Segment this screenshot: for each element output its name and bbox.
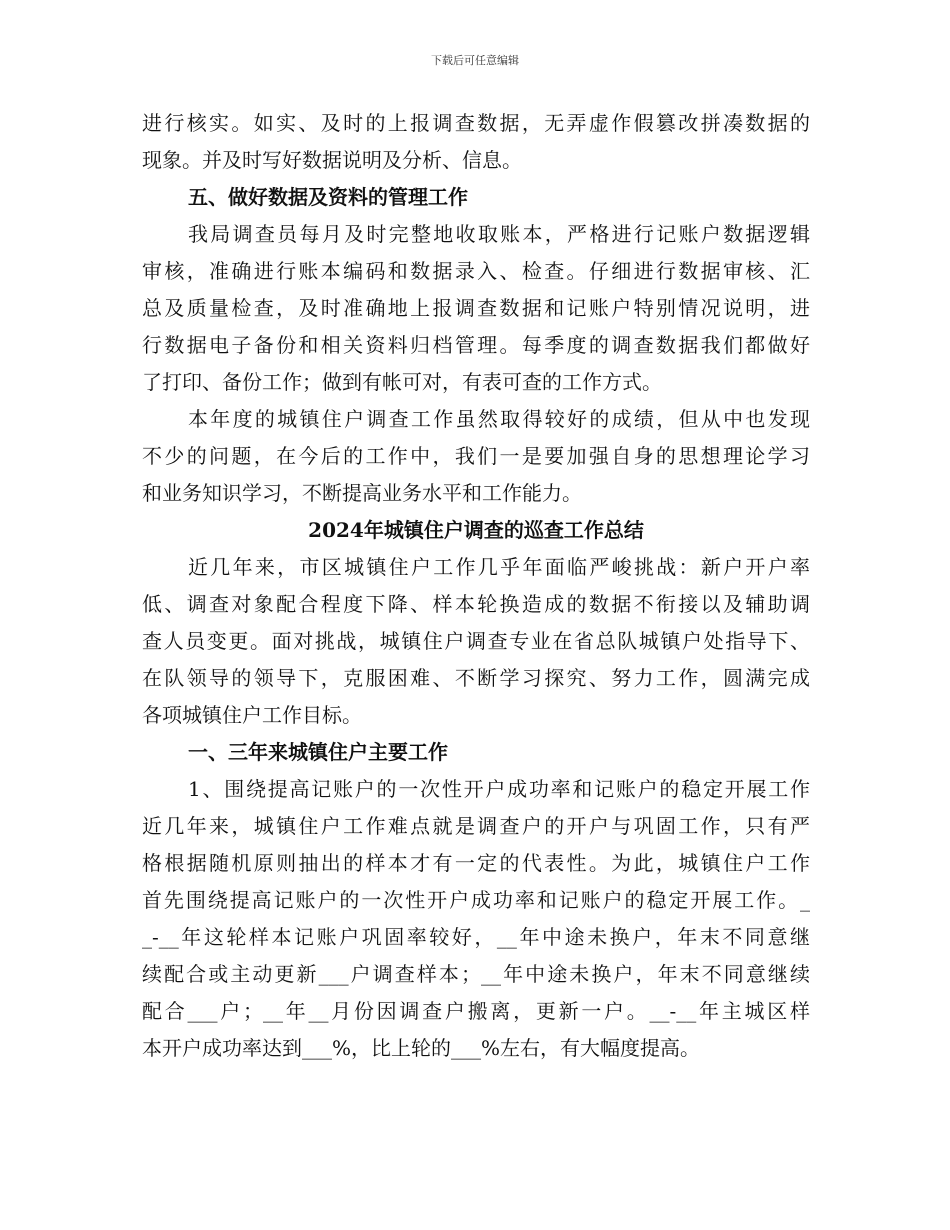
paragraph-line: 我局调查员每月及时完整地收取账本，严格进行记账户数据逻辑 <box>188 222 810 246</box>
paragraph-line: 近几年来，城镇住户工作难点就是调查户的开户与巩固工作，只有严 <box>142 814 810 838</box>
paragraph-line: 续配合或主动更新___户调查样本；__年中途未换户，年末不同意继续 <box>142 962 810 986</box>
paragraph-line: 不少的问题，在今后的工作中，我们一是要加强自身的思想理论学习 <box>142 444 810 468</box>
paragraph-line: 近几年来，市区城镇住户工作几乎年面临严峻挑战：新户开户率 <box>188 555 810 579</box>
paragraph-line: 审核，准确进行账本编码和数据录入、检查。仔细进行数据审核、汇 <box>142 259 810 283</box>
paragraph-line: 格根据随机原则抽出的样本才有一定的代表性。为此，城镇住户工作 <box>142 851 810 875</box>
paragraph-line: 1、围绕提高记账户的一次性开户成功率和记账户的稳定开展工作 <box>188 777 810 801</box>
paragraph-line: 各项城镇住户工作目标。 <box>142 703 362 727</box>
paragraph-line: 进行核实。如实、及时的上报调查数据，无弄虚作假篡改拼凑数据的 <box>142 111 810 135</box>
section-heading: 一、三年来城镇住户主要工作 <box>188 740 448 764</box>
paragraph-line: 总及质量检查，及时准确地上报调查数据和记账户特别情况说明，进 <box>142 296 810 320</box>
paragraph-line: 低、调查对象配合程度下降、样本轮换造成的数据不衔接以及辅助调 <box>142 592 810 616</box>
section-heading: 五、做好数据及资料的管理工作 <box>188 185 468 209</box>
page-header: 下载后可任意编辑 <box>431 54 519 67</box>
document-title: 2024年城镇住户调查的巡查工作总结 <box>308 518 644 542</box>
paragraph-line: 配合___户；__年__月份因调查户搬离，更新一户。__-__年主城区样 <box>142 999 810 1023</box>
paragraph-line: 本年度的城镇住户调查工作虽然取得较好的成绩，但从中也发现 <box>188 407 810 431</box>
paragraph-line: 了打印、备份工作；做到有帐可对，有表可查的工作方式。 <box>142 370 662 394</box>
paragraph-line: 现象。并及时写好数据说明及分析、信息。 <box>142 148 522 172</box>
paragraph-line: 查人员变更。面对挑战，城镇住户调查专业在省总队城镇户处指导下、 <box>142 629 810 653</box>
paragraph-line: 行数据电子备份和相关资料归档管理。每季度的调查数据我们都做好 <box>142 333 810 357</box>
paragraph-line: 和业务知识学习，不断提高业务水平和工作能力。 <box>142 481 582 505</box>
document-body <box>142 105 810 1067</box>
paragraph-line: _-__年这轮样本记账户巩固率较好，__年中途未换户，年末不同意继 <box>142 925 810 949</box>
paragraph-line: 本开户成功率达到___%，比上轮的___%左右，有大幅度提高。 <box>142 1036 701 1060</box>
paragraph-line: 首先围绕提高记账户的一次性开户成功率和记账户的稳定开展工作。_ <box>142 888 810 912</box>
paragraph-line: 在队领导的领导下，克服困难、不断学习探究、努力工作，圆满完成 <box>142 666 810 690</box>
